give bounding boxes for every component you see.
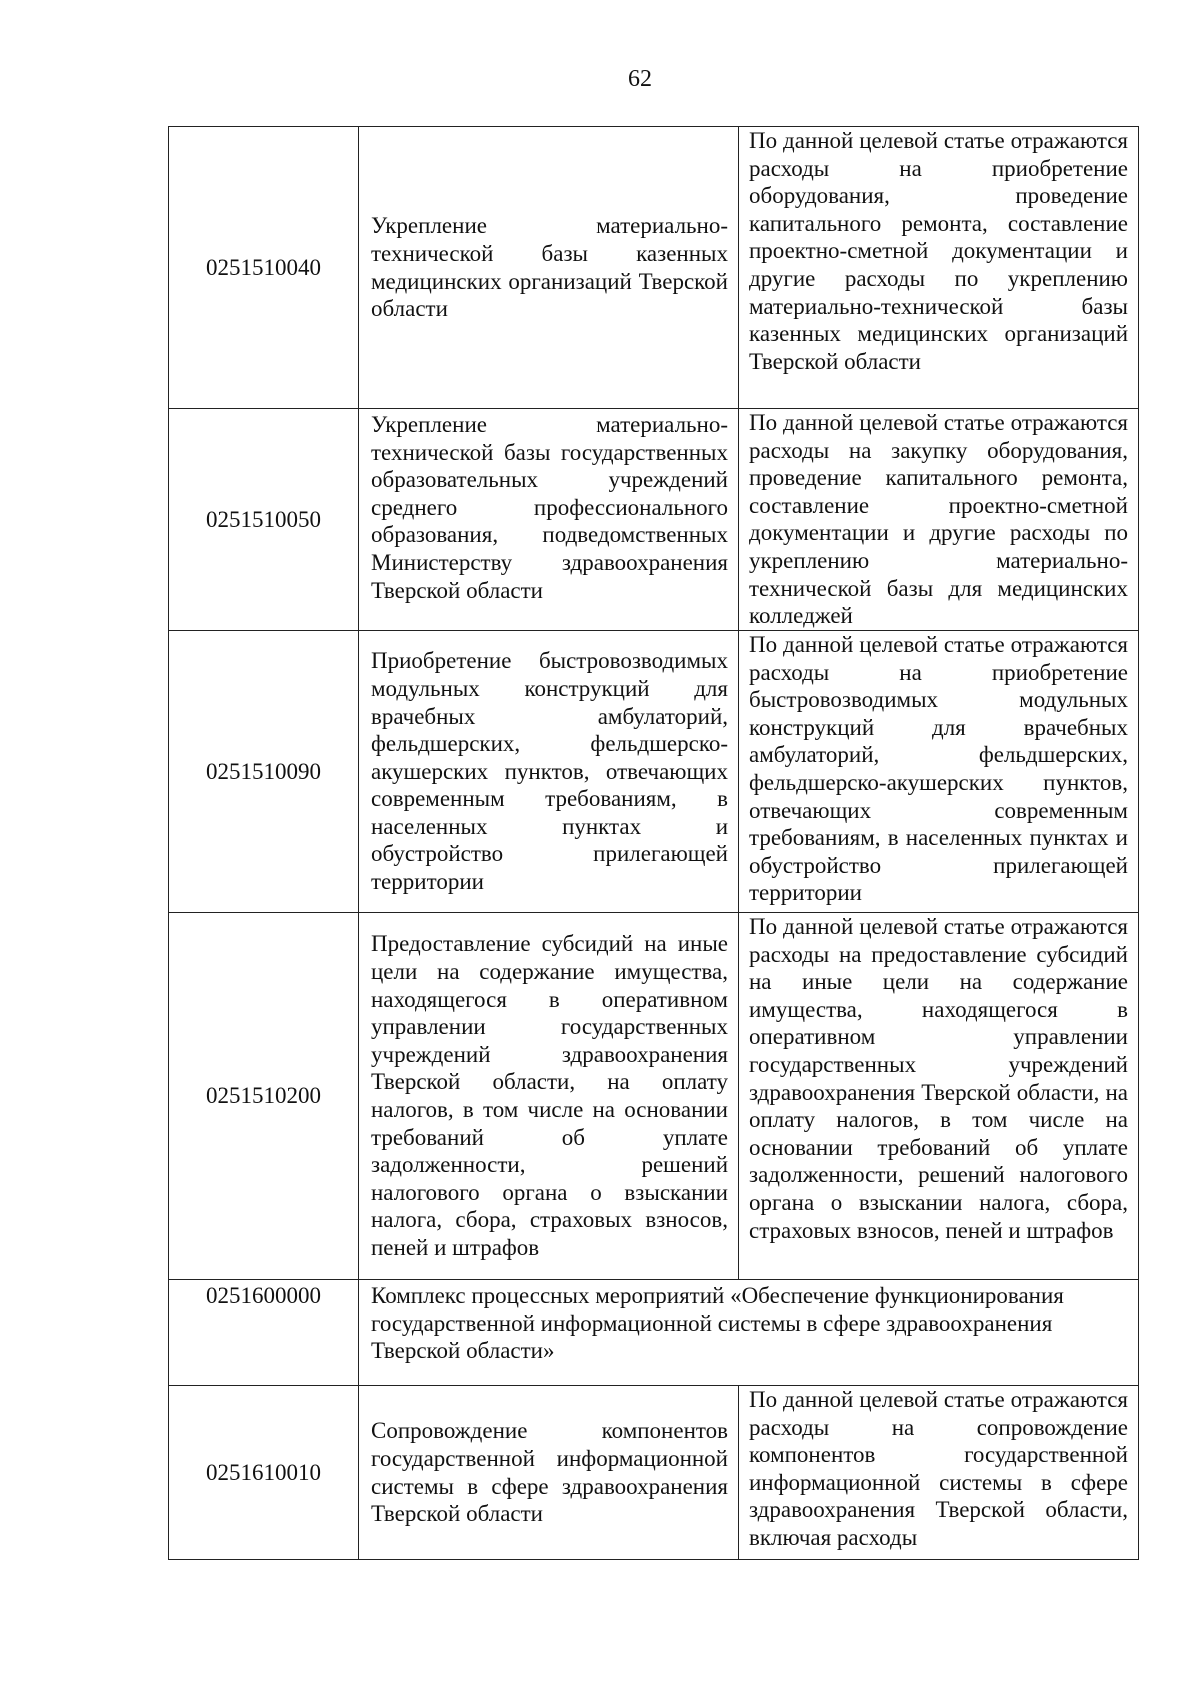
target-name xyxy=(359,913,739,1280)
target-name xyxy=(359,1386,739,1560)
target-name xyxy=(359,631,739,913)
target-description: По данной целевой статье отражаются расходы на закупку оборудования, проведение капитального ремонта, составление проектно-сметной документации и другие расходы по укреплению материально-технической базы для медицинских колледжей xyxy=(739,409,1139,631)
target-description: По данной целевой статье отражаются расходы на приобретение быстровозводимых модульных конструкций для врачебных амбулаторий, фельдшерских, фельдшерско-акушерских пунктов, отвечающих современным требованиям, в населенных пунктах и обустройство прилегающей территории xyxy=(739,631,1139,913)
target-name: Укрепление материально-технической базы государственных образовательных учреждений среднего профессионального образования, подведомственных Министерству здравоохранения Тверской области xyxy=(359,409,739,631)
table-row xyxy=(169,409,1139,631)
target-description: По данной целевой статье отражаются расходы на сопровождение компонентов государственной информационной системы в сфере здравоохранения Тверской области, включая расходы xyxy=(739,1386,1139,1560)
target-name xyxy=(359,127,739,409)
table-row xyxy=(169,631,1139,913)
budget-classification-table xyxy=(168,126,1139,1560)
target-code: 0251600000 xyxy=(169,1280,359,1386)
target-name-text: Предоставление субсидий на иные цели на содержание имущества, находящегося в оперативном управлении государственных учреждений здравоохранения Тверской области, на оплату налогов, в том числе на основании требований об уплате задолженности, решений налогового органа о взыскании налога, сбора, страховых взносов, пеней и штрафов xyxy=(371,931,728,1260)
target-description: По данной целевой статье отражаются расходы на приобретение оборудования, проведение капитального ремонта, составление проектно-сметной документации и другие расходы по укреплению материально-технической базы казенных медицинских организаций Тверской области xyxy=(739,127,1139,409)
target-code: 0251510040 xyxy=(169,127,359,409)
target-code: 0251510200 xyxy=(169,913,359,1280)
table-row xyxy=(169,127,1139,409)
target-name-text: Укрепление материально-технической базы казенных медицинских организаций Тверской области xyxy=(371,213,728,322)
table-row xyxy=(169,913,1139,1280)
process-complex-title: Комплекс процессных мероприятий «Обеспечение функционирования государственной информационной системы в сфере здравоохранения Тверской области» xyxy=(359,1280,1139,1386)
table-row xyxy=(169,1280,1139,1386)
target-code: 0251510090 xyxy=(169,631,359,913)
target-description: По данной целевой статье отражаются расходы на предоставление субсидий на иные цели на содержание имущества, находящегося в оперативном управлении государственных учреждений здравоохранения Тверской области, на оплату налогов, в том числе на основании требований об уплате задолженности, решений налогового органа о взыскании налога, сбора, страховых взносов, пеней и штрафов xyxy=(739,913,1139,1280)
target-code: 0251610010 xyxy=(169,1386,359,1560)
target-code: 0251510050 xyxy=(169,409,359,631)
table-row xyxy=(169,1386,1139,1560)
target-name-text: Сопровождение компонентов государственной информационной системы в сфере здравоохранения Тверской области xyxy=(371,1418,728,1527)
page-number: 62 xyxy=(628,66,652,92)
target-name-text: Приобретение быстровозводимых модульных конструкций для врачебных амбулаторий, фельдшерских, фельдшерско-акушерских пунктов, отвечающих современным требованиям, в населенных пунктах и обустройство прилегающей территории xyxy=(371,648,728,895)
